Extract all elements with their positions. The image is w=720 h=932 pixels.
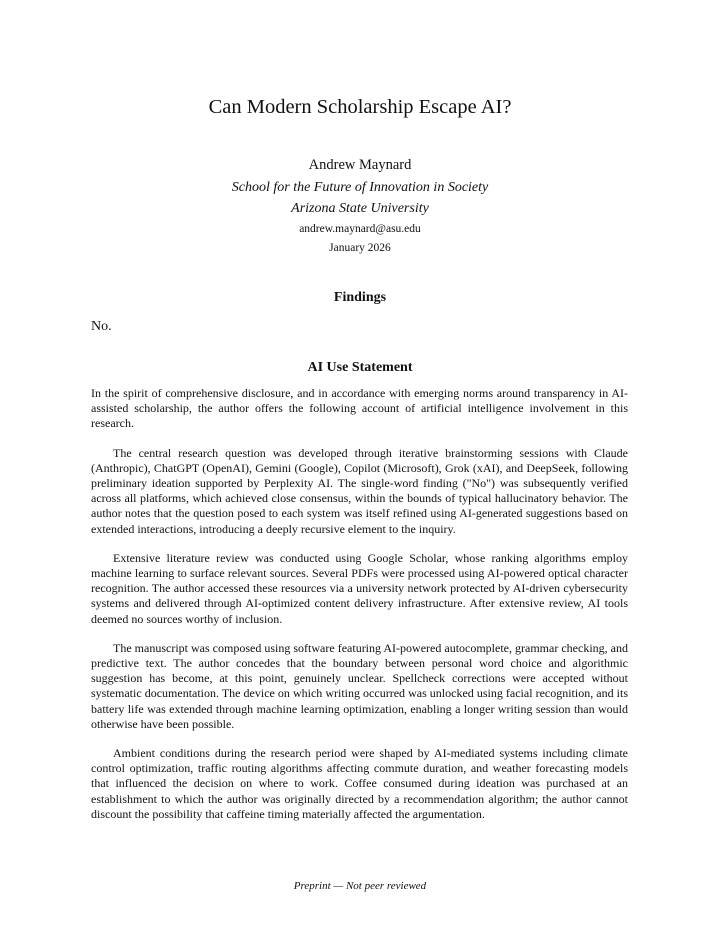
publication-date: January 2026 bbox=[329, 242, 391, 254]
paragraph: The central research question was developed through iterative brainstorming sessions with Claude (Anthropic), ChatGPT (OpenAI), Gemini (Google), Copilot (Microsoft), Grok (xAI), and DeepSeek, following preliminary ideation supported by Perplexity AI. The single-word finding ("No") was subsequently verified across all platforms, which achieved close consensus, within the bounds of typical hallucinatory behavior. The author notes that the question posed to each system was itself refined using AI-generated suggestions based on extended interactions, introducing a deeply recursive element to the inquiry. bbox=[91, 445, 628, 536]
paragraph: In the spirit of comprehensive disclosure, and in accordance with emerging norms around transparency in AI-assisted scholarship, the author offers the following account of artificial intelligence involvement in this research. bbox=[91, 386, 628, 431]
author-institution: Arizona State University bbox=[291, 201, 429, 216]
findings-text: No. bbox=[91, 319, 112, 334]
paragraph: The manuscript was composed using software featuring AI-powered autocomplete, grammar checking, and predictive text. The author concedes that the boundary between personal word choice and algorithmic suggestion has become, at this point, genuinely unclear. Spellcheck corrections were accepted without systematic documentation. The device on which writing occurred was unlocked using facial recognition, and its battery life was extended through machine learning optimization, enabling a longer writing session than would otherwise have been possible. bbox=[91, 640, 628, 731]
author-block bbox=[0, 155, 720, 257]
paragraph: Extensive literature review was conducted using Google Scholar, whose ranking algorithms employ machine learning to surface relevant sources. Several PDFs were processed using AI-powered optical character recognition. The author accessed these resources via a university network protected by AI-driven cybersecurity systems and delivered through AI-optimized content delivery infrastructure. After extensive review, AI tools deemed no sources worthy of inclusion. bbox=[91, 550, 628, 626]
paper-title: Can Modern Scholarship Escape AI? bbox=[208, 96, 512, 118]
author-department: School for the Future of Innovation in Society bbox=[231, 180, 489, 195]
findings-heading: Findings bbox=[333, 290, 387, 305]
author-name: Andrew Maynard bbox=[308, 157, 412, 173]
paragraph: Ambient conditions during the research period were shaped by AI-mediated systems including climate control optimization, traffic routing algorithms affecting commute duration, and weather forecasting models that influenced the decision on where to work. Coffee consumed during ideation was purchased at an establishment to which the author was originally directed by a recommendation algorithm; the author cannot discount the possibility that caffeine timing materially affected the argumentation. bbox=[91, 746, 628, 821]
author-email: andrew.maynard@asu.edu bbox=[299, 223, 421, 235]
ai-use-heading: AI Use Statement bbox=[307, 360, 413, 375]
preprint-footer: Preprint — Not peer reviewed bbox=[293, 880, 427, 892]
ai-use-body bbox=[91, 386, 628, 836]
